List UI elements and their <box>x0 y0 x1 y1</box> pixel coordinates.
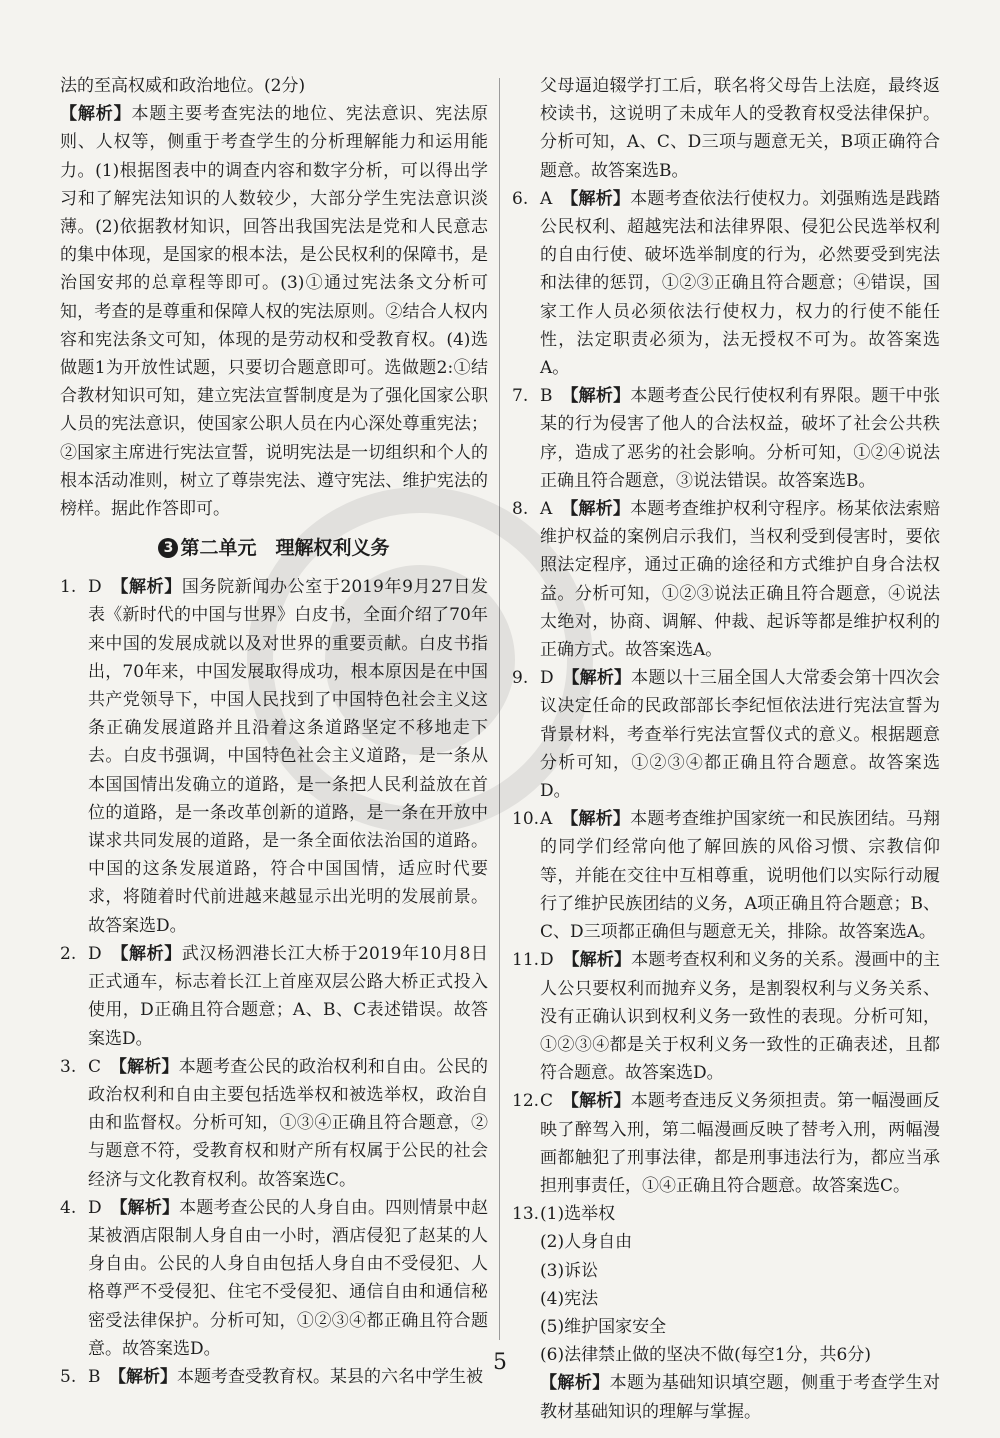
analysis-tag: 【解析】 <box>119 577 182 598</box>
item-number: 7. <box>512 386 529 407</box>
q13-answer-2: (2)人身自由 <box>540 1232 633 1253</box>
item-text: 本题考查权利和义务的关系。漫画中的主人公只要权利而抛弃义务，是割裂权利与义务关系、没有正确认识到权利义务一致性的表现。分析可知，①②③④都是关于权利义务一致性的正确表述，且都符合题意。故答案选D。 <box>540 950 941 1084</box>
answer-item <box>512 495 940 664</box>
item-answer: A <box>540 809 553 830</box>
analysis-tag: 【解析】 <box>569 499 631 520</box>
answer-item <box>512 185 940 382</box>
q13-answer-4: (4)宪法 <box>540 1288 599 1309</box>
item-number: 11. <box>512 950 540 971</box>
analysis-tag: 【解析】 <box>118 1197 180 1218</box>
answer-item <box>60 1194 488 1363</box>
item-text: 本题考查受教育权。某县的六名中学生被 <box>177 1366 483 1387</box>
section-title <box>60 533 488 563</box>
item-answer: B <box>88 1366 101 1387</box>
right-column <box>512 72 940 1426</box>
q13-answer-1: (1)选举权 <box>540 1204 616 1225</box>
analysis-tag: 【解析】 <box>569 809 631 830</box>
item-number: 2. <box>60 943 77 964</box>
analysis-tag: 【解析】 <box>570 1091 631 1112</box>
item-text: 本题以十三届全国人大常委会第十四次会议决定任命的民政部部长李纪恒依法进行宪法宣誓为背景材料，考查举行宪法宣誓仪式的意义。根据题意分析可知，①②③④都正确且符合题意。故答案选D。 <box>540 668 941 802</box>
answer-item <box>60 940 488 1053</box>
left-column <box>60 72 488 1391</box>
item-number: 10. <box>512 809 540 830</box>
item-number: 3. <box>60 1056 77 1077</box>
answer-item <box>512 1087 940 1200</box>
item-text: 父母逼迫辍学打工后，联名将父母告上法庭，最终返校读书，这说明了未成年人的受教育权受法律保护。分析可知，A、C、D三项与题意无关，B项正确符合题意。故答案选B。 <box>540 76 940 181</box>
answer-item <box>60 1053 488 1194</box>
item-answer: C <box>88 1056 102 1077</box>
analysis-tag: 【解析】 <box>569 188 631 209</box>
item-number: 13. <box>512 1204 540 1225</box>
unit-badge: 3 <box>158 538 178 558</box>
item-text: 本题考查公民的人身自由。四则情景中赵某被酒店限制人身自由一小时，酒店侵犯了赵某的人身自由。公民的人身自由包括人身自由不受侵犯、人格尊严不受侵犯、住宅不受侵犯、通信自由和通信秘密受法律保护。分析可知，①②③④都正确且符合题意。故答案选D。 <box>88 1197 489 1359</box>
intro-analysis-text: 本题主要考查宪法的地位、宪法意识、宪法原则、人权等，侧重于考查学生的分析理解能力和运用能力。(1)根据图表中的调查内容和数字分析，可以得出学习和了解宪法知识的人数较少，大部分学生宪法意识淡薄。(2)依据教材知识，回答出我国宪法是党和人民意志的集中体现，是国家的根本法，是公民权利的保障书，是治国安邦的总章程等即可。(3)①通过宪法条文分析可知，考查的是尊重和保障人权的宪法原则。②结合人权内容和宪法条文可知，体现的是劳动权和受教育权。(4)选做题1为开放性试题，只要切合题意即可。选做题2:①结合教材知识可知，建立宪法宣誓制度是为了强化国家公职人员的宪法意识，使国家公职人员在内心深处尊重宪法；②国家主席进行宪法宣誓，说明宪法是一切组织和个人的根本活动准则，树立了尊崇宪法、遵守宪法、维护宪法的榜样。据此作答即可。 <box>60 104 489 520</box>
item-number: 9. <box>512 668 529 689</box>
item-text: 本题考查违反义务须担责。第一幅漫画反映了醉驾入刑，第二幅漫画反映了替考入刑，两幅漫画都触犯了刑事法律，都是刑事违法行为，都应当承担刑事责任，①④正确且符合题意。故答案选C。 <box>540 1091 941 1196</box>
item-answer: A <box>540 188 553 209</box>
analysis-tag: 【解析】 <box>569 386 631 407</box>
intro-line <box>60 72 488 100</box>
item-number: 6. <box>512 188 529 209</box>
item-text: 国务院新闻办公室于2019年9月27日发表《新时代的中国与世界》白皮书，全面介绍了70年来中国的发展成就以及对世界的重要贡献。白皮书指出，70年来，中国发展取得成功，根本原因是在中国共产党领导下，中国人民找到了中国特色社会主义这条正确发展道路并且沿着这条道路坚定不移地走下去。白皮书强调，中国特色社会主义道路，是一条从本国国情出发确立的道路，是一条把人民利益放在首位的道路，是一条改革创新的道路，是一条在开放中谋求共同发展的道路，是一条全面依法治国的道路。中国的这条发展道路，符合中国国情，适应时代要求，将随着时代前进越来越显示出光明的发展前景。故答案选D。 <box>88 577 489 936</box>
analysis-tag: 【解析】 <box>118 1056 179 1077</box>
item-text: 本题考查依法行使权力。刘强贿选是践踏公民权利、超越宪法和法律界限、侵犯公民选举权利的自由行使、破坏选举制度的行为，必然要受到宪法和法律的惩罚，①②③正确且符合题意；④错误，国家工作人员必须依法行使权力，权力的行使不能任性，法定职责必须为，法无授权不可为。故答案选A。 <box>540 188 941 379</box>
answer-item <box>512 382 940 495</box>
intro-analysis <box>60 100 488 523</box>
item-text: 本题考查公民的政治权利和自由。公民的政治权利和自由主要包括选举权和被选举权，政治自由和监督权。分析可知，①③④正确且符合题意，②与题意不符，受教育权和财产所有权属于公民的社会经济与文化教育权利。故答案选C。 <box>88 1056 489 1190</box>
answer-item <box>512 72 940 185</box>
item-text: 本题考查维护国家统一和民族团结。马翔的同学们经常向他了解回族的风俗习惯、宗教信仰等，并能在交往中互相尊重，说明他们以实际行动履行了维护民族团结的义务，A项正确且符合题意；B、C、D三项都正确但与题意无关，排除。故答案选A。 <box>540 809 941 943</box>
answer-item <box>512 946 940 1087</box>
answer-item <box>60 573 488 940</box>
analysis-tag: 【解析】 <box>119 943 182 964</box>
section-title-text: 第二单元 理解权利义务 <box>180 537 390 560</box>
q13-answer-6: (6)法律禁止做的坚决不做(每空1分，共6分) <box>540 1345 871 1366</box>
item-answer: B <box>540 386 553 407</box>
q13-analysis <box>512 1369 940 1425</box>
right-answer-list <box>512 72 940 1200</box>
item-answer: D <box>88 577 102 598</box>
q13-analysis-text: 本题为基础知识填空题，侧重于考查学生对教材基础知识的理解与掌握。 <box>540 1373 941 1422</box>
answer-item-13 <box>512 1200 940 1228</box>
item-number: 8. <box>512 499 529 520</box>
item-text: 本题考查公民行使权利有界限。题干中张某的行为侵害了他人的合法权益，破坏了社会公共秩序，造成了恶劣的社会影响。分析可知，①②④说法正确且符合题意，③说法错误。故答案选B。 <box>540 386 941 491</box>
analysis-tag: 【解析】 <box>60 104 132 125</box>
answer-item <box>512 664 940 805</box>
left-answer-list <box>60 573 488 1391</box>
analysis-tag: 【解析】 <box>117 1366 177 1387</box>
item-number: 1. <box>60 577 77 598</box>
item-answer: D <box>88 943 102 964</box>
item-text: 武汉杨泗港长江大桥于2019年10月8日正式通车，标志着长江上首座双层公路大桥正式投入使用，D正确且符合题意；A、B、C表述错误。故答案选D。 <box>88 943 489 1049</box>
q13-answer-5: (5)维护国家安全 <box>540 1316 667 1337</box>
item-answer: C <box>540 1091 554 1112</box>
item-answer: D <box>88 1197 102 1218</box>
answer-item <box>512 805 940 946</box>
column-divider <box>499 78 500 1340</box>
page-number: 5 <box>493 1350 507 1375</box>
analysis-tag: 【解析】 <box>540 1373 610 1394</box>
item-text: 本题考查维护权利守程序。杨某依法索赔维护权益的案例启示我们，当权利受到侵害时，要依照法定程序，通过正确的途径和方式维护自身合法权益。分析可知，①②③说法正确且符合题意，④说法太绝对，协商、调解、仲裁、起诉等都是维护权利的正确方式。故答案选A。 <box>540 499 941 661</box>
intro-text: 法的至高权威和政治地位。(2分) <box>60 76 306 96</box>
analysis-tag: 【解析】 <box>570 668 632 689</box>
item-answer: A <box>540 499 553 520</box>
item-number: 5. <box>60 1366 77 1387</box>
analysis-tag: 【解析】 <box>570 950 632 971</box>
q13-answer-3: (3)诉讼 <box>540 1260 599 1281</box>
item-number: 4. <box>60 1197 77 1218</box>
item-number: 12. <box>512 1091 540 1112</box>
item-answer: D <box>540 950 554 971</box>
item-answer: D <box>540 668 554 689</box>
